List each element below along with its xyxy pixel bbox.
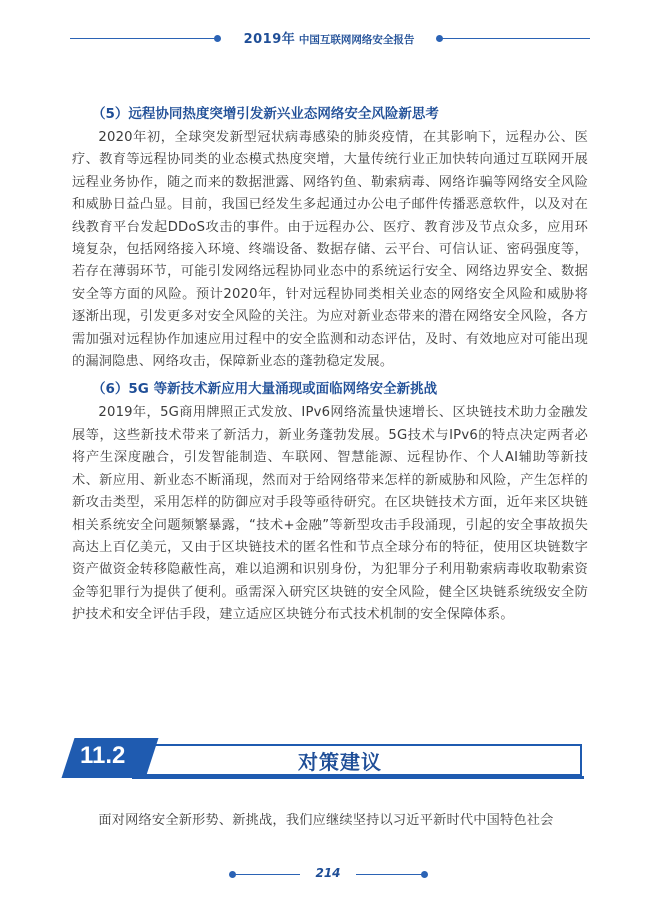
header-report-name: 中国互联网网络安全报告 bbox=[298, 34, 415, 46]
header-title bbox=[224, 28, 434, 47]
section-6-heading: （6）5G 等新技术新应用大量涌现或面临网络安全新挑战 bbox=[92, 381, 438, 398]
footer-dot-left bbox=[229, 871, 236, 878]
closing-text bbox=[72, 810, 588, 837]
header-year: 2019年 bbox=[243, 32, 296, 47]
header-rule-right bbox=[440, 38, 590, 39]
chapter-section-banner bbox=[68, 738, 584, 788]
section-5-heading: （5）远程协同热度突增引发新兴业态网络安全风险新思考 bbox=[92, 106, 439, 122]
footer-rule-right bbox=[356, 874, 424, 875]
footer-rule-left bbox=[232, 874, 300, 875]
header-rule-left bbox=[70, 38, 220, 39]
section-title-underline bbox=[132, 776, 584, 779]
main-content bbox=[72, 103, 588, 632]
section-number: 11.2 bbox=[80, 742, 126, 769]
section-6-paragraph: 2019年，5G商用牌照正式发放、IPv6网络流量快速增长、区块链技术助力金融发展等，这些新技术带来了新活力，新业务蓬勃发展。5G技术与IPv6的特点决定两者必将产生深度融合，引发智能制造、车联网、智慧能源、远程协作、个人AI辅助等新技术、新应用、新业态不断涌现，然而对于给网络带来怎样的新威胁和风险，产生怎样的新攻击类型，采用怎样的防御应对手段等亟待研究。在区块链技术方面，近年来区块链相关系统安全问题频繁暴露，“技术+金融”等新型攻击手段涌现，引起的安全事故损失高达上百亿美元，又由于区块链技术的匿名性和节点全球分布的特征，使用区块链数字资产做资金转移隐蔽性高，难以追溯和识别身份，为犯罪分子利用勒索病毒收取勒索资金等犯罪行为提供了便利。亟需深入研究区块链的安全风险，健全区块链系统级安全防护技术和安全评估手段，建立适应区块链分布式技术机制的安全保障体系。 bbox=[72, 405, 588, 623]
header-dot-left bbox=[214, 35, 221, 42]
section-title: 对策建议 bbox=[298, 750, 382, 774]
closing-paragraph: 面对网络安全新形势、新挑战，我们应继续坚持以习近平新时代中国特色社会 bbox=[98, 813, 554, 828]
page-header bbox=[0, 24, 657, 64]
page-number: 214 bbox=[315, 866, 341, 880]
page-footer bbox=[0, 866, 657, 886]
section-5-paragraph: 2020年初，全球突发新型冠状病毒感染的肺炎疫情，在其影响下，远程办公、医疗、教育等远程协同类的业态模式热度突增，大量传统行业正加快转向通过互联网开展远程业务协作，随之而来的数据泄露、网络钓鱼、勒索病毒、网络诈骗等网络安全风险和威胁日益凸显。目前，我国已经发生多起通过办公电子邮件传播恶意软件，以及对在线教育平台发起DDoS攻击的事件。由于远程办公、医疗、教育涉及节点众多，应用环境复杂，包括网络接入环境、终端设备、数据存储、云平台、可信认证、密码强度等，若存在薄弱环节，可能引发网络远程协同业态中的系统运行安全、网络边界安全、数据安全等方面的风险。预计2020年，针对远程协同类相关业态的网络安全风险和威胁将逐渐出现，引发更多对安全风险的关注。为应对新业态带来的潜在网络安全风险，各方需加强对远程协作加速应用过程中的安全监测和动态评估，及时、有效地应对可能出现的漏洞隐患、网络攻击，保障新业态的蓬勃稳定发展。 bbox=[72, 130, 588, 370]
